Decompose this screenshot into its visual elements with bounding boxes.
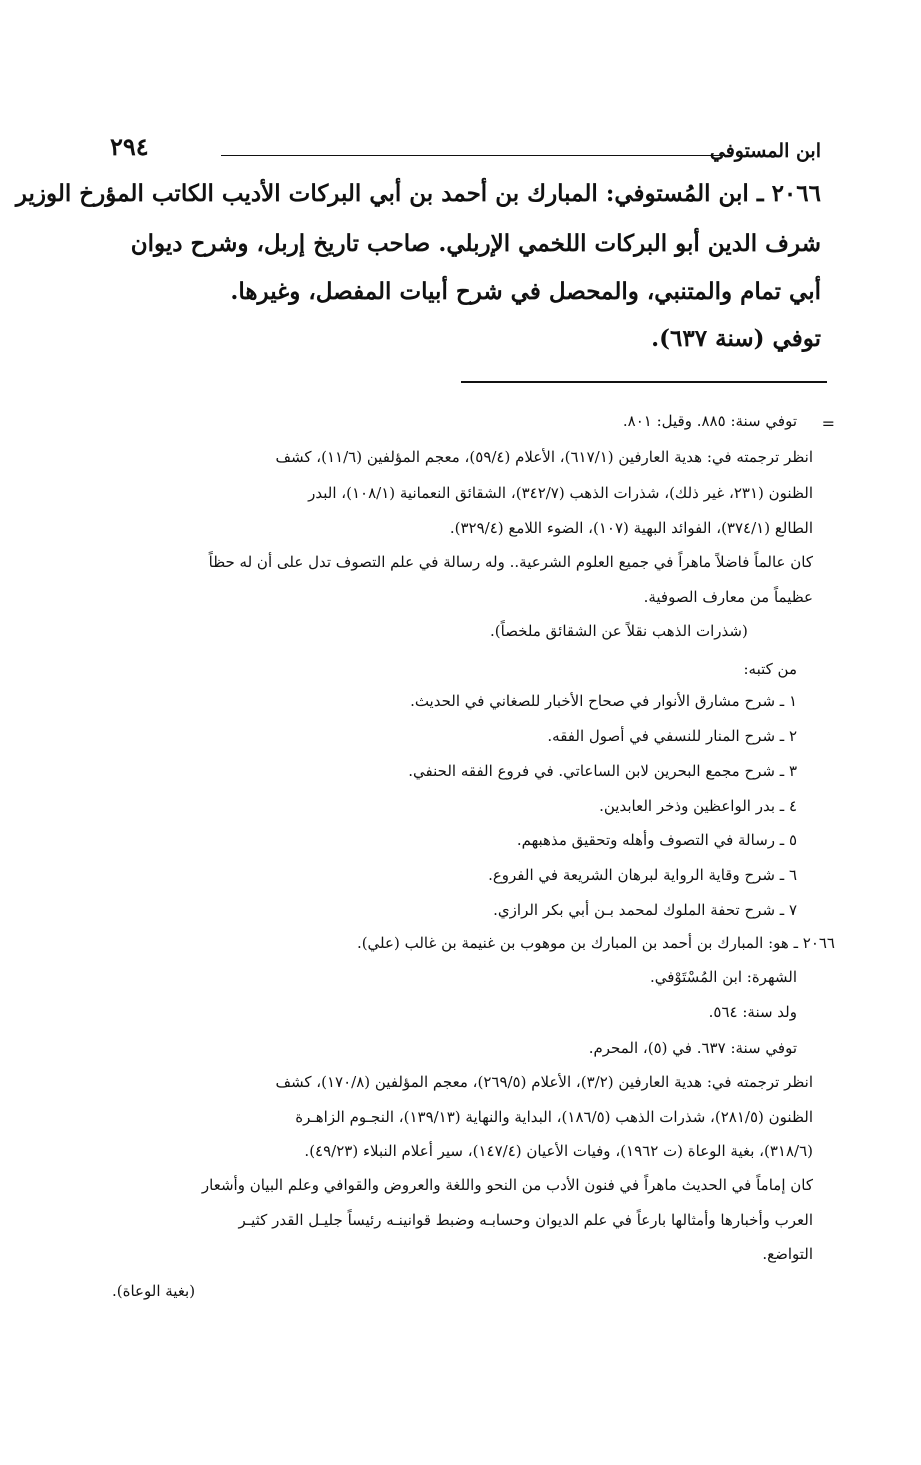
footnote-2066-desc-line-2: العرب وأخبارها وأمثالها بارعاً في علم الديوان وحسابـه وضبط قوانينـه رئيساً جليـل القدر كثيـر (238, 1211, 813, 1229)
footnote-continuation-marker: = (821, 414, 835, 433)
main-entry-line-1: ٢٠٦٦ ـ ابن المُستوفي: المبارك بن أحمد بن أبي البركات الأديب الكاتب المؤرخ الوزير (15, 180, 821, 207)
footnote-2066-refs-line-1: انظر ترجمته في: هدية العارفين (٣/٢)، الأعلام (٢٦٩/٥)، معجم المؤلفين (١٧٠/٨)، كشف (275, 1073, 813, 1091)
book-item-7: ٧ ـ شرح تحفة الملوك لمحمد بـن أبي بكر الرازي. (493, 901, 797, 919)
book-item-2: ٢ ـ شرح المنار للنسفي في أصول الفقه. (547, 727, 797, 745)
footnote-2066-refs-line-2: الظنون (٢٨١/٥)، شذرات الذهب (١٨٦/٥)، البداية والنهاية (١٣٩/١٣)، النجـوم الزاهـرة (295, 1108, 813, 1126)
footnote-2066-refs-line-3: (٣١٨/٦)، بغية الوعاة (ت ١٩٦٢)، وفيات الأعيان (١٤٧/٤)، سير أعلام النبلاء (٤٩/٢٣). (304, 1142, 813, 1160)
footnote-desc-line-1: كان عالماً فاضلاً ماهراً في جميع العلوم الشرعية.. وله رسالة في علم التصوف تدل على أن له حظاً (208, 553, 813, 571)
footnote-2066-desc-line-3: التواضع. (762, 1245, 813, 1263)
footnote-2066-source: (بغية الوعاة). (112, 1282, 196, 1300)
footnote-2066-fame: الشهرة: ابن المُسْتَوْفي. (649, 968, 797, 986)
footnote-refs-line-1: انظر ترجمته في: هدية العارفين (٦١٧/١)، الأعلام (٥٩/٤)، معجم المؤلفين (١١/٦)، كشف (275, 448, 813, 466)
running-title: ابن المستوفي (709, 140, 821, 162)
main-entry-line-3: أبي تمام والمتنبي، والمحصل في شرح أبيات المفصل، وغيرها. (230, 278, 821, 305)
book-item-5: ٥ ـ رسالة في التصوف وأهله وتحقيق مذهبهم. (516, 831, 797, 849)
header-rule (221, 155, 731, 156)
footnote-refs-line-2: الظنون (٢٣١، غير ذلك)، شذرات الذهب (٣٤٢/٧)، الشقائق النعمانية (١٠٨/١)، البدر (308, 484, 813, 502)
books-heading: من كتبه: (743, 660, 797, 678)
footnote-desc-line-2: عظيماً من معارف الصوفية. (643, 588, 813, 606)
book-item-6: ٦ ـ شرح وقاية الرواية لبرهان الشريعة في الفروع. (488, 866, 797, 884)
footnote-separator (461, 381, 827, 383)
book-item-4: ٤ ـ بدر الواعظين وذخر العابدين. (599, 797, 797, 815)
footnote-2066-death: توفي سنة: ٦٣٧. في (٥)، المحرم. (588, 1039, 797, 1057)
main-entry-line-4: توفي (سنة ٦٣٧). (651, 325, 821, 352)
book-item-1: ١ ـ شرح مشارق الأنوار في صحاح الأخبار للصغاني في الحديث. (410, 692, 797, 710)
footnote-2066-desc-line-1: كان إماماً في الحديث ماهراً في فنون الأدب من النحو واللغة والعروض والقوافي وعلم البيان وأشعار (201, 1176, 813, 1194)
footnote-refs-line-3: الطالع (٣٧٤/١)، الفوائد البهية (١٠٧)، الضوء اللامع (٣٢٩/٤). (449, 519, 813, 537)
footnote-2066-born: ولد سنة: ٥٦٤. (708, 1003, 797, 1021)
footnote-death-line: توفي سنة: ٨٨٥. وقيل: ٨٠١. (622, 412, 797, 430)
page-number: ٢٩٤ (110, 132, 149, 161)
main-entry-line-2: شرف الدين أبو البركات اللخمي الإربلي. صاحب تاريخ إربل، وشرح ديوان (130, 230, 821, 257)
footnote-2066-ident: ٢٠٦٦ ـ هو: المبارك بن أحمد بن المبارك بن موهوب بن غنيمة بن غالب (علي). (356, 934, 835, 952)
footnote-source-line: (شذرات الذهب نقلاً عن الشقائق ملخصاً). (490, 622, 748, 640)
book-item-3: ٣ ـ شرح مجمع البحرين لابن الساعاتي. في فروع الفقه الحنفي. (408, 762, 797, 780)
